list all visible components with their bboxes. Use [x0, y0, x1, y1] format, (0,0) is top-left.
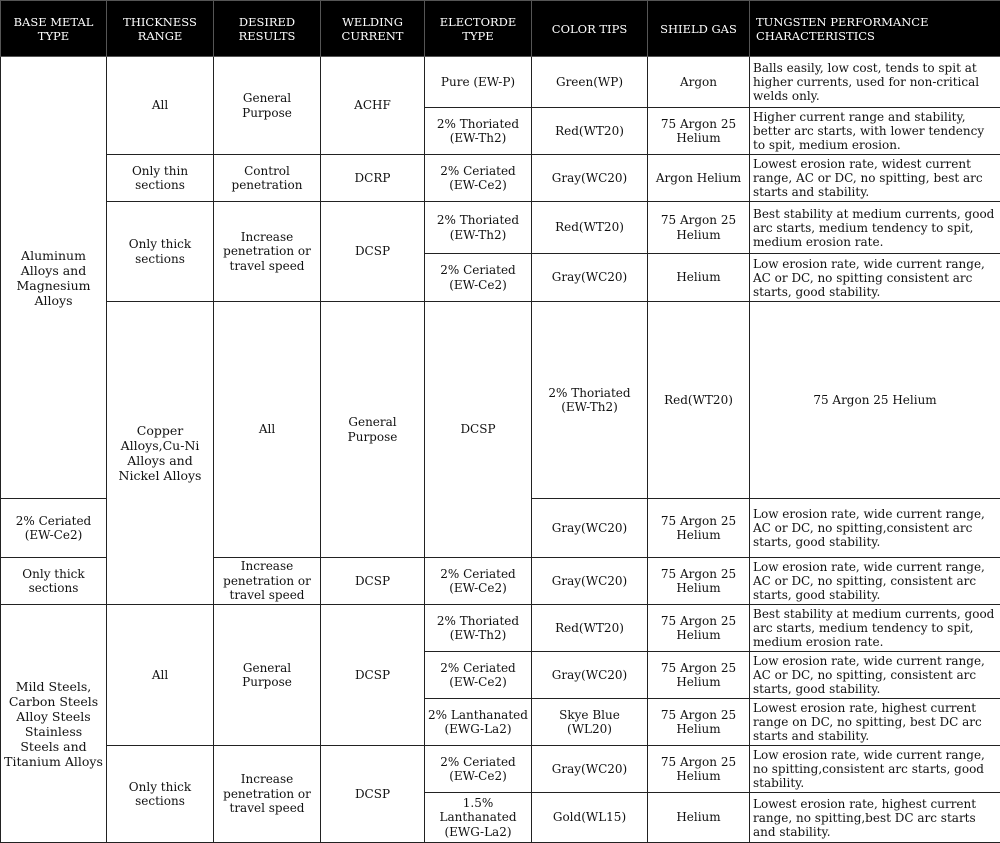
electrode-cell: 2% Ceriated (EW-Ce2) — [425, 254, 532, 302]
performance-cell: Low erosion rate, wide current range, no spitting,consistent arc starts, good stability. — [750, 746, 1000, 793]
table-row — [1, 746, 1000, 793]
performance-cell: Balls easily, low cost, tends to spit at higher currents, used for non-critical welds only. — [750, 57, 1000, 108]
current-cell: DCSP — [425, 302, 532, 558]
color-tip-cell: Skye Blue (WL20) — [532, 699, 648, 746]
electrode-cell: 2% Ceriated (EW-Ce2) — [1, 499, 107, 558]
performance-cell: Lowest erosion rate, highest current range on DC, no spitting, best DC arc starts and stability. — [750, 699, 1000, 746]
performance-cell: Best stability at medium currents, good arc starts, medium tendency to spit, medium erosion rate. — [750, 202, 1000, 254]
shield-gas-cell: 75 Argon 25 Helium — [648, 499, 750, 558]
thickness-cell: Only thin sections — [107, 155, 214, 202]
performance-cell: Lowest erosion rate, highest current range, no spitting,best DC arc starts and stability. — [750, 793, 1000, 843]
desired-cell: General Purpose — [214, 57, 321, 155]
thickness-cell: All — [214, 302, 321, 558]
electrode-cell: 2% Ceriated (EW-Ce2) — [425, 652, 532, 699]
shield-gas-cell: Helium — [648, 254, 750, 302]
performance-cell: Best stability at medium currents, good arc starts, medium tendency to spit, medium erosion rate. — [750, 605, 1000, 652]
thickness-cell: All — [107, 605, 214, 746]
color-tip-cell: Red(WT20) — [532, 605, 648, 652]
shield-gas-cell: 75 Argon 25 Helium — [648, 558, 750, 605]
shield-gas-cell: 75 Argon 25 Helium — [648, 108, 750, 155]
table-row — [1, 605, 1000, 652]
shield-gas-cell: 75 Argon 25 Helium — [648, 605, 750, 652]
color-tip-cell: Red(WT20) — [532, 108, 648, 155]
electrode-cell: 2% Thoriated (EW-Th2) — [425, 108, 532, 155]
desired-cell: General Purpose — [214, 605, 321, 746]
desired-cell: General Purpose — [321, 302, 425, 558]
color-tip-cell: Gray(WC20) — [532, 652, 648, 699]
base-metal-aluminum: Aluminum Alloys and Magnesium Alloys — [1, 57, 107, 499]
desired-cell: Increase penetration or travel speed — [214, 746, 321, 843]
shield-gas-cell: 75 Argon 25 Helium — [750, 302, 1000, 499]
shield-gas-cell: Argon Helium — [648, 155, 750, 202]
color-tip-cell: Gray(WC20) — [532, 254, 648, 302]
header-row — [1, 1, 1000, 57]
color-tip-cell: Red(WT20) — [532, 202, 648, 254]
header-shield-gas: SHIELD GAS — [648, 1, 750, 57]
shield-gas-cell: 75 Argon 25 Helium — [648, 746, 750, 793]
color-tip-cell: Gray(WC20) — [532, 499, 648, 558]
current-cell: ACHF — [321, 57, 425, 155]
header-color-tips: COLOR TIPS — [532, 1, 648, 57]
shield-gas-cell: 75 Argon 25 Helium — [648, 202, 750, 254]
shield-gas-cell: Helium — [648, 793, 750, 843]
performance-cell: Higher current range and stability, better arc starts, with lower tendency to spit, medium erosion. — [750, 108, 1000, 155]
base-metal-steel: Mild Steels, Carbon Steels Alloy Steels Stainless Steels and Titanium Alloys — [1, 605, 107, 843]
electrode-cell: 2% Thoriated (EW-Th2) — [425, 605, 532, 652]
thickness-cell: All — [107, 57, 214, 155]
header-desired-results: DESIRED RESULTS — [214, 1, 321, 57]
current-cell: DCSP — [321, 202, 425, 302]
color-tip-cell: Gray(WC20) — [532, 155, 648, 202]
color-tip-cell: Gray(WC20) — [532, 746, 648, 793]
electrode-cell: 2% Ceriated (EW-Ce2) — [425, 746, 532, 793]
base-metal-copper: Copper Alloys,Cu-Ni Alloys and Nickel Alloys — [107, 302, 214, 605]
desired-cell: Control penetration — [214, 155, 321, 202]
electrode-cell: 2% Ceriated (EW-Ce2) — [425, 155, 532, 202]
shield-gas-cell: 75 Argon 25 Helium — [648, 652, 750, 699]
electrode-cell: 2% Thoriated (EW-Th2) — [532, 302, 648, 499]
current-cell: DCSP — [321, 605, 425, 746]
header-electrode-type: ELECTORDE TYPE — [425, 1, 532, 57]
electrode-cell: 2% Ceriated (EW-Ce2) — [425, 558, 532, 605]
header-base-metal-type: BASE METAL TYPE — [1, 1, 107, 57]
electrode-cell: Pure (EW-P) — [425, 57, 532, 108]
shield-gas-cell: 75 Argon 25 Helium — [648, 699, 750, 746]
header-thickness-range: THICKNESS RANGE — [107, 1, 214, 57]
thickness-cell: Only thick sections — [107, 746, 214, 843]
current-cell: DCSP — [321, 558, 425, 605]
color-tip-cell: Gray(WC20) — [532, 558, 648, 605]
electrode-cell: 2% Lanthanated (EWG-La2) — [425, 699, 532, 746]
current-cell: DCRP — [321, 155, 425, 202]
electrode-cell: 2% Thoriated (EW-Th2) — [425, 202, 532, 254]
table-row — [1, 155, 1000, 202]
desired-cell: Increase penetration or travel speed — [214, 558, 321, 605]
desired-cell: Increase penetration or travel speed — [214, 202, 321, 302]
table-row — [1, 202, 1000, 254]
performance-cell: Low erosion rate, wide current range, AC or DC, no spitting, consistent arc starts, good stability. — [750, 652, 1000, 699]
performance-cell: Low erosion rate, wide current range, AC or DC, no spitting consistent arc starts, good stability. — [750, 254, 1000, 302]
electrode-cell: 1.5% Lanthanated (EWG-La2) — [425, 793, 532, 843]
color-tip-cell: Green(WP) — [532, 57, 648, 108]
current-cell: DCSP — [321, 746, 425, 843]
shield-gas-cell: Argon — [648, 57, 750, 108]
color-tip-cell: Gold(WL15) — [532, 793, 648, 843]
thickness-cell: Only thick sections — [107, 202, 214, 302]
thickness-cell: Only thick sections — [1, 558, 107, 605]
header-welding-current: WELDING CURRENT — [321, 1, 425, 57]
table-row — [1, 302, 1000, 499]
color-tip-cell: Red(WT20) — [648, 302, 750, 499]
table-row — [1, 57, 1000, 108]
performance-cell: Lowest erosion rate, widest current range, AC or DC, no spitting, best arc starts and stability. — [750, 155, 1000, 202]
performance-cell: Low erosion rate, wide current range, AC or DC, no spitting,consistent arc starts, good stability. — [750, 499, 1000, 558]
header-tungsten-performance: TUNGSTEN PERFORMANCE CHARACTERISTICS — [750, 1, 1000, 57]
performance-cell: Low erosion rate, wide current range, AC or DC, no spitting, consistent arc starts, good stability. — [750, 558, 1000, 605]
